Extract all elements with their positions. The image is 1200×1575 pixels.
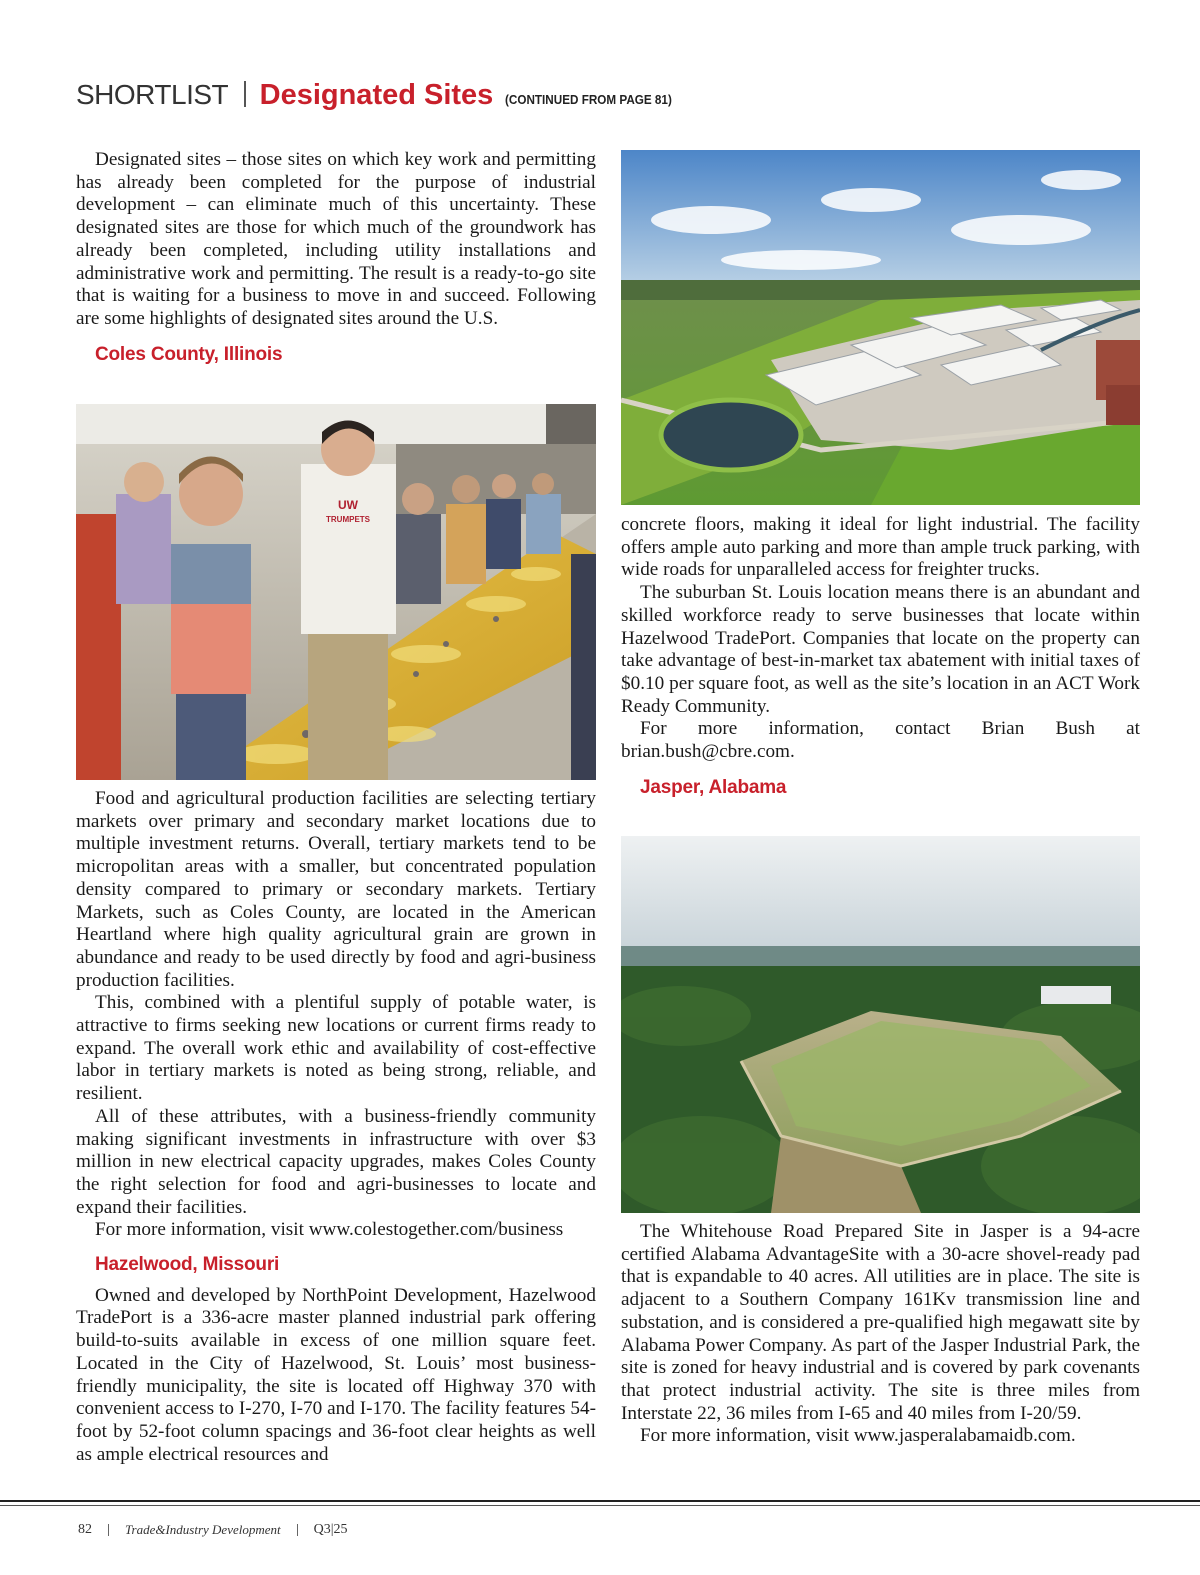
coles-paragraph-3: All of these attributes, with a business-friendly community making significant investments in infrastructure with over $3 million in new electrical capacity upgrades, makes Coles County the right selection for food and agri-businesses to locate and expand their facilities. bbox=[76, 1105, 596, 1218]
header-divider bbox=[244, 81, 246, 107]
page-footer bbox=[78, 1520, 348, 1540]
footer-divider bbox=[108, 1524, 109, 1536]
jasper-paragraph-1: The Whitehouse Road Prepared Site in Jasper is a 94-acre certified Alabama AdvantageSite with a 30-acre shovel-ready pad that is expandable to 40 acres. All utilities are in place. The site is adjacent to a Southern Company 161Kv transmission line and substation, and is considered a pre-qualified high megawatt site by Alabama Power Company. As part of the Jasper Industrial Park, the site is zoned for heavy industrial and is covered by park covenants that protect industrial activity. The site is three miles from Interstate 22, 36 miles from I-65 and 40 miles from I-20/59. bbox=[621, 1221, 1140, 1424]
right-column-bottom bbox=[621, 1221, 1140, 1448]
footer-divider bbox=[297, 1524, 298, 1536]
page-title: Designated Sites bbox=[259, 79, 494, 111]
hazelwood-heading: Hazelwood, Missouri bbox=[95, 1254, 280, 1276]
coles-county-photo bbox=[76, 404, 596, 780]
magazine-name: Trade&Industry Development bbox=[125, 1522, 281, 1537]
page-header bbox=[76, 78, 1156, 118]
right-column-top bbox=[621, 514, 1140, 799]
jasper-aerial-photo bbox=[621, 836, 1140, 1213]
coles-county-heading: Coles County, Illinois bbox=[95, 343, 283, 365]
hazelwood-paragraph-3: For more information, contact Brian Bush at brian.bush@cbre.com. bbox=[621, 718, 1140, 763]
hazelwood-aerial-photo bbox=[621, 150, 1140, 505]
section-label: SHORTLIST bbox=[76, 79, 229, 110]
jasper-paragraph-2: For more information, visit www.jasperalabamaidb.com. bbox=[640, 1425, 1076, 1447]
left-column-top bbox=[76, 149, 596, 366]
coles-paragraph-2: This, combined with a plentiful supply of potable water, is attractive to firms seeking new locations or current firms ready to expand. The overall work ethic and availability of cost-effective labor in tertiary markets is noted as being strong, reliable, and resilient. bbox=[76, 992, 596, 1105]
intro-paragraph: Designated sites – those sites on which key work and permitting has already been completed for the purpose of industrial development – can eliminate much of this uncertainty. These designated sites are those for which much of the groundwork has already been completed, including utility installations and administrative work and permitting. The result is a ready-to-go site that is waiting for a business to move in and succeed. Following are some highlights of designated sites around the U.S. bbox=[76, 149, 596, 329]
hazelwood-paragraph-2: The suburban St. Louis location means there is an abundant and skilled workforce ready to serve businesses that locate within Hazelwood TradePort. Companies that locate on the property can take advantage of best-in-market tax abatement with initial taxes of $0.10 per square foot, as well as the site’s location in an ACT Work Ready Community. bbox=[621, 582, 1140, 717]
hazelwood-paragraph-1: Owned and developed by NorthPoint Development, Hazelwood TradePort is a 336-acre master planned industrial park offering build-to-suits available in excess of one million square feet. Located in the City of Hazelwood, St. Louis’ most business-friendly municipality, the site is located off Highway 370 with convenient access to I-270, I-70 and I-170. The facility features 54-foot by 52-foot column spacings and 36-foot clear heights as well as ample electrical resources and bbox=[76, 1284, 596, 1465]
shirt-text-trumpets: TRUMPETS bbox=[326, 515, 370, 524]
footer-rule-thin bbox=[0, 1505, 1200, 1506]
shirt-text-uw: UW bbox=[338, 498, 358, 512]
issue-label: Q3|25 bbox=[313, 1522, 348, 1537]
page-number: 82 bbox=[78, 1522, 92, 1537]
left-column-bottom bbox=[76, 788, 596, 1466]
continued-note: (CONTINUED FROM PAGE 81) bbox=[505, 92, 673, 107]
footer-rule bbox=[0, 1500, 1200, 1502]
hazelwood-paragraph-1-continued: concrete floors, making it ideal for light industrial. The facility offers ample auto parking and more than ample truck parking, with wide roads for unparalleled access for freighter trucks. bbox=[621, 514, 1140, 581]
coles-paragraph-4: For more information, visit www.colestogether.com/business bbox=[95, 1219, 564, 1241]
jasper-heading: Jasper, Alabama bbox=[640, 776, 787, 798]
coles-paragraph-1: Food and agricultural production facilities are selecting tertiary markets over primary and secondary market locations due to multiple investment returns. Overall, tertiary markets tend to be micropolitan areas with a smaller, but concentrated population density compared to primary or secondary markets. Tertiary Markets, such as Coles County, are located in the American Heartland where high quality agricultural grain are grown in abundance and ready to be used directly by food and agri-business production facilities. bbox=[76, 788, 596, 991]
